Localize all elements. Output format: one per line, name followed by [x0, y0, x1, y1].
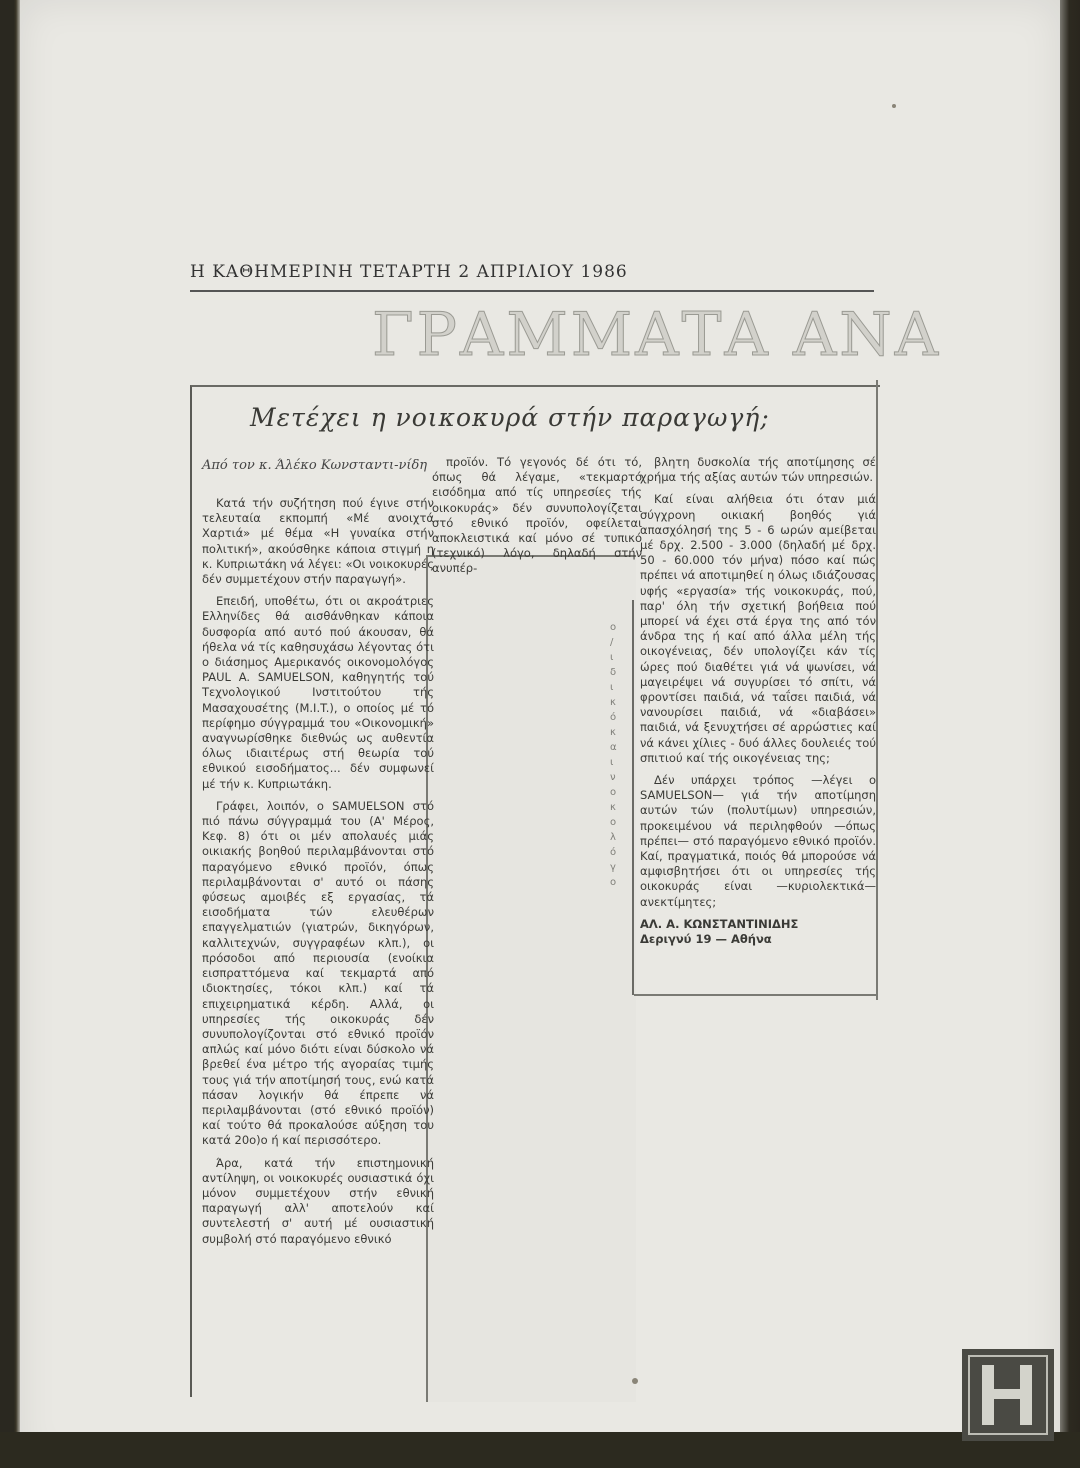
paragraph: προϊόν. Τό γεγονός δέ ότι τό, όπως θά λέγαμε, «τεκμαρτό εισόδημα από τίς υπηρεσίες τής οικοκυράς» δέν συνυπολογίζεται στό εθνικό προϊόν, οφείλεται αποκλειστικά καί μόνο σέ τυπικό (τεχνικό) λόγο, δηλαδή στήν ανυπέρ-: [432, 455, 642, 576]
article-byline: Από τον κ. Άλέκο Κωνσταντι-νίδη: [202, 458, 428, 473]
paragraph: Άρα, κατά τήν επιστημονική αντίληψη, οι νοικοκυρές ουσιαστικά όχι μόνον συμμετέχουν στήν εθνική παραγωγή αλλ' αποτελούν καί συντελεστή σ' αυτή μέ ουσιαστική συμβολή στό παραγόμενο εθνικό: [202, 1155, 434, 1246]
signature-name: ΑΛ. Α. ΚΩΝΣΤΑΝΤΙΝΙΔΗΣ: [640, 916, 799, 931]
faint-margin-text: ο / ι δ ι κ ό κ α ι ν ο κ ο λ ό γ ο: [610, 622, 617, 888]
column3-box-left-edge: [632, 600, 634, 995]
paper-speck: [892, 104, 896, 108]
paragraph: Καί είναι αλήθεια ότι όταν μιά σύγχρονη οικιακή βοηθός γιά απασχόλησή της 5 - 6 ωρών αμείβεται μέ δρχ. 2.500 - 3.000 (δηλαδή μέ δρχ. 50 - 60.000 τόν μήνα) πόσο καί πώς πρέπει νά αποτιμηθεί η όλως ιδιάζουσας υφής «εργασία» τής νοικοκυράς, πού, παρ' όλη τήν σχετική βοήθεια πού μπορεί νά έχει στά έργα της από τόν άνδρα της ή καί από άλλα μέλη τής οικογένειας, δέν υπολογίζει κάν τίς ώρες πού διαθέτει γιά νά ψωνίσει, νά μαγειρέψει νά συγυρίσει τό σπίτι, νά φροντίσει παιδιά, νά ταΐσει παιδιά, νά νανουρίσει παιδιά, νά «διαβάσει» παιδιά, νά ξενυχτήσει σέ αρρώστιες καί νά κάνει χίλιες - δυό άλλες δουλειές τού σπιτιού καί τής οικογένειας της;: [640, 492, 876, 765]
article-column-1: [202, 496, 434, 1254]
logo-stroke: [982, 1389, 1032, 1399]
paragraph: Δέν υπάρχει τρόπος —λέγει ο SAMUELSON— γιά τήν αποτίμηση αυτών τών (πολυτίμων) υπηρεσιών, προκειμένου νά περιληφθούν —όπως πρέπει— στό παραγόμενο εθνικό προϊόν. Καί, πραγματικά, ποιός θά μπορούσε νά αμφισβητήσει ότι οι υπηρεσίες τής οικοκυράς είναι —κυριολεκτικά— ανεκτίμητες;: [640, 773, 876, 909]
signature-address: Δεριγνύ 19 — Αθήνα: [640, 932, 772, 947]
paragraph: βλητη δυσκολία τής αποτίμησης σέ χρήμα τής αξίας αυτών τών υπηρεσιών.: [640, 455, 876, 485]
masthead-rule: [190, 290, 874, 292]
paragraph: Κατά τήν συζήτηση πού έγινε στήν τελευταία εκπομπή «Μέ ανοιχτά Χαρτιά» μέ θέμα «Η γυναίκα στήν πολιτική», ακούσθηκε κάποια στιγμή η κ. Κυπριωτάκη νά λέγει: «Οι νοικοκυρές δέν συμμετέχουν στήν παραγωγή».: [202, 496, 434, 587]
section-title: ΓΡΑΜΜΑΤΑ ΑΝΑ: [372, 300, 942, 370]
paper-speck: [632, 1378, 638, 1384]
archive-logo-watermark: [962, 1349, 1054, 1441]
column3-box-bottom-edge: [634, 994, 878, 996]
scan-bottom-edge: [0, 1432, 1080, 1468]
article-column-2: [432, 455, 642, 584]
paragraph: Επειδή, υποθέτω, ότι οι ακροάτριες Ελληνίδες θά αισθάνθηκαν κάποια δυσφορία από αυτό πού άκουσαν, θά ήθελα νά τίς καθησυχάσω λέγοντας ότι ο διάσημος Αμερικανός οικονομολόγος PAUL A. SAMUELSON, καθηγητής τού Τεχνολογικού Ινστιτούτου τής Μασαχουσέτης (M.I.T.), ο οποίος μέ τό περίφημο σύγγραμμά του «Οικονομική» αναγνωρίσθηκε διεθνώς ως αυθεντία όλως ιδιαιτέρως στή θεωρία τού εθνικού εισοδήματος... δέν συμφωνεί μέ τήν κ. Κυπριωτάκη.: [202, 594, 434, 791]
article-column-3: [640, 455, 876, 947]
paragraph: Γράφει, λοιπόν, ο SAMUELSON στό πιό πάνω σύγγραμμά του (Α' Μέρος, Κεφ. 8) ότι οι μέν απολαυές μιάς οικιακής βοηθού περιλαμβάνονται στό παραγόμενο εθνικό προϊόν, όπως περιλαμβάνονται σ' αυτό οι πάσης φύσεως αμοιβές εξ εργασίας, τά εισοδήματα τών ελευθέρων επαγγελματιών (γιατρών, δικηγόρων, καλλιτεχνών, συγγραφέων κλπ.), οι πρόσοδοι από περιουσία (ενοίκια εισπραττόμενα καί τεκμαρτά από ιδιοκτησίες, τόκοι κλπ.) καί τά επιχειρηματικά κέρδη. Αλλά, οι υπηρεσίες τής οικοκυράς δέν συνυπολογίζονται στό εθνικό προϊόν απλώς καί μόνο διότι είναι δύσκολο νά βρεθεί ένα μέτρο τής αγοραίας τιμής τους γιά τήν αποτίμησή τους, ενώ κατά πάσαν λογικήν θά έπρεπε νά περιλαμβάνονται (στό εθνικό προϊόν) καί τούτο θά προκαλούσε αύξηση του κατά 20ο)ο ή καί περισσότερο.: [202, 798, 434, 1148]
article-frame-right-edge: [876, 380, 878, 1000]
article-headline: Μετέχει η νοικοκυρά στήν παραγωγή;: [250, 403, 770, 432]
cut-out-area: [426, 555, 636, 1402]
newspaper-masthead: Η ΚΑΘΗΜΕΡΙΝΗ ΤΕΤΑΡΤΗ 2 ΑΠΡΙΛΙΟΥ 1986: [190, 262, 628, 282]
